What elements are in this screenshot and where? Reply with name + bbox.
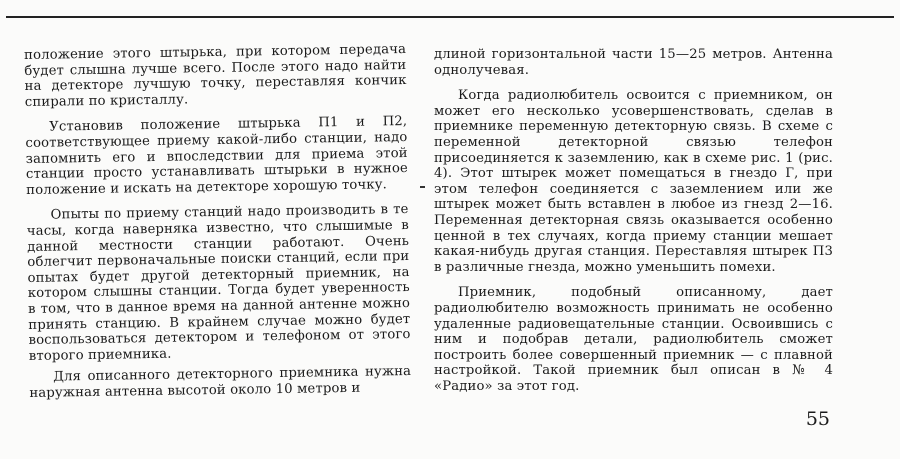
left-paragraph-1: положение этого штырька, при котором передача будет слышна лучше всего. После этого надо найти на детекторе лучшую точку, переставляя кончик спирали по кристаллу. bbox=[24, 41, 407, 110]
left-paragraph-4: Для описанного детекторного приемника нужна наружная антенна высотой около 10 метров и bbox=[29, 364, 412, 401]
right-paragraph-3: Приемник, подобный описанному, дает радиолюбителю возможность принимать не особенно удаленные радиовещательные станции. Освоившись с ним и подобрав детали, радиолюбитель сможет построить более совершенный приемник — с плавной настройкой. Такой приемник был описан в № 4 «Радио» за этот год. bbox=[434, 285, 833, 394]
left-paragraph-3: Опыты по приему станций надо производить в те часы, когда наверняка известно, что слышимые в данной местности станции работают. Очень облегчит первоначальные поиски станций, если при опытах будет другой детекторный приемник, на котором слышны станции. Тогда будет уверенность в том, что в данное время на данной антенне можно принять станцию. В крайнем случае можно будет воспользоваться детектором и телефоном от этого второго приемника. bbox=[26, 202, 411, 364]
left-paragraph-2: Установив положение штырька П1 и П2, соответствующее приему какой-либо станции, надо запомнить его и впоследствии для приема этой станции просто устанавливать штырьки в нужное положение и искать на детекторе хорошую точку. bbox=[25, 114, 409, 198]
right-paragraph-1: длиной горизонтальной части 15—25 метров. Антенна однолучевая. bbox=[434, 47, 833, 78]
left-column bbox=[24, 42, 412, 401]
top-rule bbox=[6, 16, 894, 18]
print-speck bbox=[420, 186, 425, 188]
right-paragraph-2: Когда радиолюбитель освоится с приемником, он может его несколько усовершенствовать, сделав в приемнике переменную детекторную связь. В схеме с переменной детекторной связью телефон присоединяется к заземлению, как в схеме рис. 1 (рис. 4). Этот штырек может помещаться в гнездо Г, при этом телефон соединяется с заземлением или же штырек может быть вставлен в любое из гнезд 2—16. Переменная детекторная связь оказывается особенно ценной в тех случаях, когда приему станции мешает какая-нибудь другая станция. Переставляя штырек П3 в различные гнезда, можно уменьшить помехи. bbox=[434, 88, 833, 275]
page-number: 55 bbox=[805, 408, 830, 430]
right-column bbox=[434, 47, 833, 394]
